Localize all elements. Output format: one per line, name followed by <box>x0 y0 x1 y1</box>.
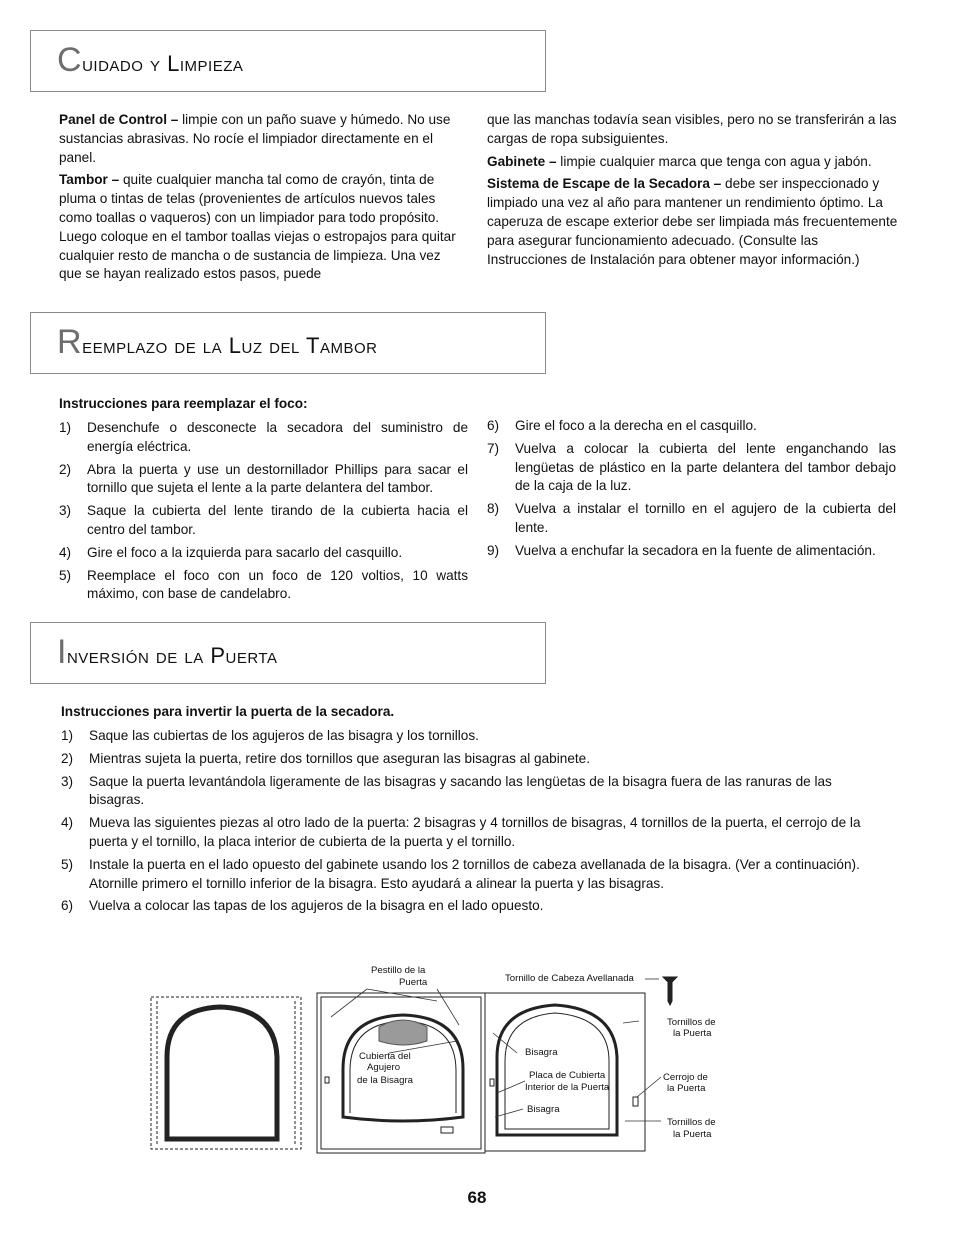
bulb-step: 4) Gire el foco a la izquierda para sacarlo del casquillo. <box>59 544 403 560</box>
care-right-column <box>487 111 899 273</box>
care-drum-continuation: que las manchas todavía sean visibles, pero no se transferirán a las cargas de ropa subsiguientes. <box>487 112 897 146</box>
label-door-latch: Puerta <box>399 977 428 988</box>
label-door-strike: Cerrojo de <box>663 1072 708 1083</box>
label-door-latch: Pestillo de la <box>371 965 426 976</box>
label-door-screws-top: la Puerta <box>673 1028 712 1039</box>
section-header-door <box>30 622 546 684</box>
bulb-steps-left <box>59 419 468 608</box>
care-left-column <box>59 111 464 288</box>
label-door-screws-bottom: Tornillos de <box>667 1117 716 1128</box>
label-hinge-cover: de la Bisagra <box>357 1075 413 1086</box>
bulb-step: 1) Desenchufe o desconecte la secadora del suministro de energía eléctrica. <box>59 420 468 454</box>
door-step: 6) Vuelva a colocar las tapas de los agujeros de la bisagra en el lado opuesto. <box>61 898 544 914</box>
care-drum-paragraph: Tambor – quite cualquier mancha tal como de crayón, tinta de pluma o tintas de telas (provenientes de artículos nuevos tales como toallas o vaqueros) con un limpiador para todo propósito. Luego coloque en el tambor toallas viejas o estropajos para quitar cualquier resto de mancha o de sustancia de limpieza. Una vez que se hayan realizado estos pasos, puede <box>59 172 456 282</box>
section-title-care: Cuidado y Limpieza <box>57 41 244 79</box>
bulb-step: 7) Vuelva a colocar la cubierta del lente enganchando las lengüetas de plástico en la parte delantera del tambor debajo de la caja de la luz. <box>487 440 896 494</box>
left-door-outline <box>151 997 301 1149</box>
door-step: 2) Mientras sujeta la puerta, retire dos tornillos que aseguran las bisagras al gabinete. <box>61 750 590 766</box>
label-door-strike: la Puerta <box>667 1083 706 1094</box>
diagram-labels <box>357 965 716 1140</box>
door-subtitle: Instrucciones para invertir la puerta de la secadora. <box>61 704 395 719</box>
bulb-subtitle: Instrucciones para reemplazar el foco: <box>59 396 308 411</box>
label-inner-plate: Interior de la Puerta <box>525 1082 610 1093</box>
bulb-step: 5) Reemplace el foco con un foco de 120 voltios, 10 watts máximo, con base de candelabro. <box>59 567 468 602</box>
door-step: 4) Mueva las siguientes piezas al otro lado de la puerta: 2 bisagras y 4 tornillos de bisagras, 4 tornillos de la puerta, el cerrojo de la puerta y el tornillo, la placa interior de cubierta de la puerta y el tornillo. <box>61 815 861 849</box>
section-title-door: Inversión de la Puerta <box>57 633 278 671</box>
door-steps <box>61 727 876 920</box>
bulb-step: 3) Saque la cubierta del lente tirando de la cubierta hacia el centro del tambor. <box>59 503 468 537</box>
care-cabinet-paragraph: Gabinete – limpie cualquier marca que tenga con agua y jabón. <box>487 153 872 169</box>
bulb-step: 9) Vuelva a enchufar la secadora en la fuente de alimentación. <box>487 542 876 558</box>
door-step: 1) Saque las cubiertas de los agujeros de las bisagra y los tornillos. <box>61 728 479 743</box>
bulb-step: 2) Abra la puerta y use un destornillador Phillips para sacar el tornillo que sujeta el lente a la parte delantera del tambor. <box>59 461 468 496</box>
section-header-care <box>30 30 546 92</box>
label-inner-plate: Placa de Cubierta <box>529 1070 606 1081</box>
care-panel-paragraph: Panel de Control – limpie con un paño suave y húmedo. No use sustancias abrasivas. No rocíe el limpiador directamente en el panel. <box>59 112 451 165</box>
section-header-bulb <box>30 312 546 374</box>
label-door-screws-bottom: la Puerta <box>673 1129 712 1140</box>
label-hinge-cover: Cubierta del <box>359 1051 411 1062</box>
care-exhaust-paragraph: Sistema de Escape de la Secadora – debe ser inspeccionado y limpiado una vez al año para mantener un rendimiento óptimo. La caperuza de escape exterior debe ser limpiada más frecuentemente para asegurar funcionamiento adecuado. (Consulte las Instrucciones de Instalación para obtener mayor información.) <box>487 176 898 267</box>
page-number: 68 <box>467 1188 487 1207</box>
bulb-step: 6) Gire el foco a la derecha en el casquillo. <box>487 418 757 433</box>
bulb-steps-right <box>487 417 896 565</box>
door-step: 5) Instale la puerta en el lado opuesto del gabinete usando los 2 tornillos de cabeza avellanada de la bisagra. (Ver a continuación). Atornille primero el tornillo inferior de la bisagra. Esto ayudará a alinear la puerta y las bisagras. <box>61 856 860 891</box>
door-step: 3) Saque la puerta levantándola ligeramente de las bisagras y sacando las lengüetas de la bisagra fuera de las ranuras de las bisagras. <box>61 773 832 808</box>
label-hinge-bottom: Bisagra <box>527 1104 560 1115</box>
label-door-screws-top: Tornillos de <box>667 1017 716 1028</box>
label-hinge-cover: Agujero <box>367 1062 401 1073</box>
cabinet-opening <box>317 993 485 1153</box>
bulb-step: 8) Vuelva a instalar el tornillo en el agujero de la cubierta del lente. <box>487 501 896 535</box>
section-title-bulb: Reemplazo de la Luz del Tambor <box>57 323 378 361</box>
label-flathead-screw: Tornillo de Cabeza Avellanada <box>505 973 634 984</box>
flathead-screw-icon <box>663 977 677 1005</box>
door-reversal-diagram <box>145 957 725 1157</box>
label-hinge-top: Bisagra <box>525 1047 558 1058</box>
